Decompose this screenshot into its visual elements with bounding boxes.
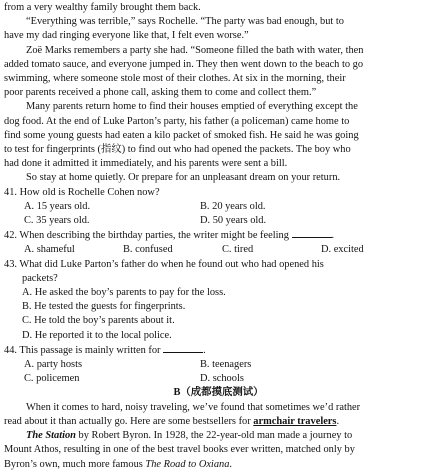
option-row: [4, 243, 433, 257]
question-43: [4, 258, 433, 343]
option-d[interactable]: D. excited: [321, 244, 364, 256]
passage-line: [4, 429, 433, 443]
passage-text: .: [336, 415, 340, 427]
key-term: armchair travelers: [253, 415, 337, 427]
option-row: [4, 214, 433, 228]
option-d[interactable]: D. He reported it to the local police.: [22, 329, 172, 341]
question-stem-text: 42. When describing the birthday parties, the writer might be feeling: [4, 230, 289, 242]
option-c[interactable]: C. policemen: [24, 373, 80, 385]
question-stem: 44. This passage is mainly written for .: [4, 344, 206, 356]
passage-text: by Robert Byron. In 1928, the 22-year-old man made a journey to: [75, 430, 353, 442]
passage-line: had done it admitted it immediately, and his parents were sent a bill.: [4, 158, 288, 170]
section-b-heading: B（成都摸底测试）: [173, 387, 264, 399]
question-42: [4, 228, 433, 257]
option-d[interactable]: D. 50 years old.: [200, 215, 267, 227]
question-stem: 41. How old is Rochelle Cohen now?: [4, 186, 160, 198]
passage-line: [4, 415, 433, 429]
passage-line: swimming, where someone stole most of their clothes. At six in the morning, their: [4, 73, 346, 85]
passage-line: Mount Athos, resulting in one of the best travel books ever written, matched only by: [4, 444, 355, 456]
option-a[interactable]: A. party hosts: [24, 359, 83, 371]
passage-line: [4, 458, 433, 472]
option-a[interactable]: A. shameful: [24, 244, 75, 256]
passage-line: find some young guests had eaten a kilo packet of smoked fish. He said he was going: [4, 129, 359, 141]
option-b[interactable]: B. confused: [123, 244, 173, 256]
option-c[interactable]: C. 35 years old.: [24, 215, 90, 227]
passage-line: So stay at home quietly. Or prepare for an unpleasant dream on your return.: [26, 172, 341, 184]
passage-line: “Everything was terrible,” says Rochelle. “The party was bad enough, but to: [26, 16, 344, 28]
passage-b: [4, 401, 433, 472]
option-c[interactable]: C. tired: [222, 244, 254, 256]
passage-text: read about it than actually go. Here are some bestsellers for: [4, 415, 254, 427]
passage-line: Zoë Marks remembers a party she had. “Someone filled the bath with water, then: [26, 44, 364, 56]
passage-line: poor parents received a phone call, asking them to come and collect them.”: [4, 87, 317, 99]
option-b[interactable]: B. He tested the guests for fingerprints.: [22, 301, 186, 313]
passage-line: When it comes to hard, noisy traveling, we’ve found that sometimes we’d rather: [26, 401, 361, 413]
question-stem-continued: packets?: [22, 272, 58, 284]
question-44: [4, 343, 433, 387]
passage-line: to test for fingerprints (指纹) to find out who had opened the packets. The boy who: [4, 144, 351, 156]
option-row: [4, 358, 433, 372]
passage-line: added tomato sauce, and everyone jumped in. They then went down to the beach to go: [4, 58, 364, 70]
passage-text: .: [229, 458, 233, 470]
book-title: The Road to Oxiana: [145, 458, 230, 470]
option-c[interactable]: C. He told the boy’s parents about it.: [22, 315, 175, 327]
answer-blank[interactable]: [292, 228, 332, 238]
option-b[interactable]: B. teenagers: [200, 359, 252, 371]
passage-text: Byron’s own, much more famous: [4, 458, 146, 470]
passage-line: from a very wealthy family brought them back.: [4, 2, 201, 13]
option-a[interactable]: A. He asked the boy’s parents to pay for the loss.: [22, 287, 226, 299]
answer-blank[interactable]: [163, 343, 203, 353]
option-row: [4, 200, 433, 214]
option-row: [4, 372, 433, 386]
passage-line: have my dad ringing everyone like that, I felt even worse.”: [4, 30, 249, 42]
option-b[interactable]: B. 20 years old.: [200, 200, 266, 212]
option-a[interactable]: A. 15 years old.: [24, 200, 91, 212]
passage-a: [4, 1, 433, 186]
question-stem: 43. What did Luke Parton’s father do when he found out who had opened his: [4, 258, 324, 270]
book-title: The Station: [26, 430, 76, 442]
passage-line: dog food. At the end of Luke Parton’s party, his father (a policeman) came home to: [4, 115, 350, 127]
question-stem: 42. When describing the birthday parties, the writer might be feeling .: [4, 230, 335, 242]
passage-line: Many parents return home to find their houses emptied of everything except the: [26, 101, 358, 113]
question-41: [4, 186, 433, 229]
option-d[interactable]: D. schools: [200, 373, 244, 385]
question-stem-text: 44. This passage is mainly written for: [4, 344, 161, 356]
